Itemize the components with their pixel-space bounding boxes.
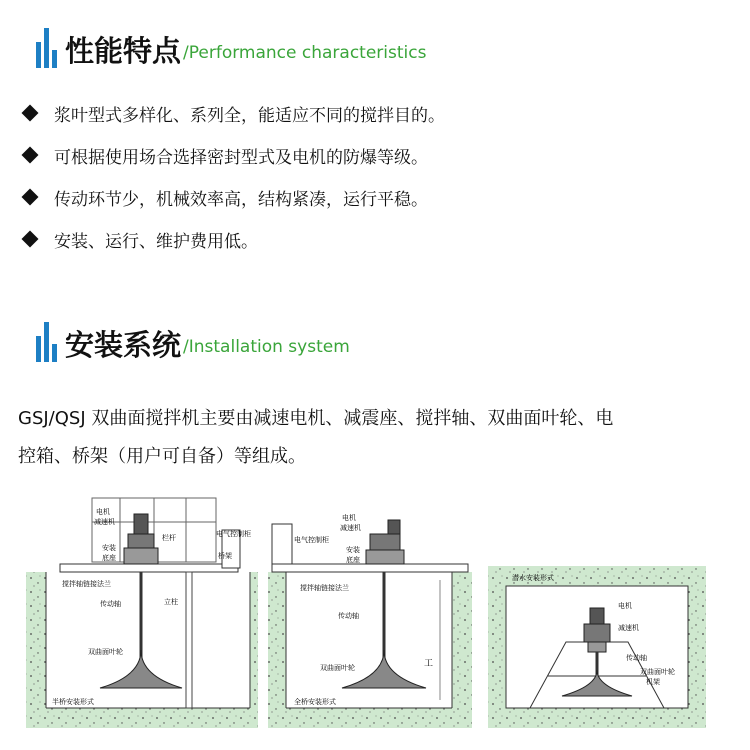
section-title-en: /Installation system [183,337,350,357]
motor-assembly [366,520,404,564]
diamond-bullet-icon [22,189,39,206]
section-bars-icon [36,28,57,68]
label-base2: 底座 [346,556,360,564]
label-reducer: 减速机 [94,518,115,526]
feature-list [20,92,445,260]
feature-text: 安装、运行、维护费用低。 [54,231,258,252]
diagram-half-bridge [26,498,258,728]
label-reducer: 减速机 [340,524,361,532]
section-bars-icon [36,322,57,362]
feature-text: 浆叶型式多样化、系列全，能适应不同的搅拌目的。 [54,105,445,126]
section-header-installation [36,322,350,362]
caption-full-bridge: 全桥安装形式 [294,698,336,706]
label-shaft: 传动轴 [338,612,359,620]
motor-assembly [584,608,610,652]
label-column: 立柱 [164,598,178,606]
feature-item [20,92,445,134]
label-shaft: 传动轴 [626,654,647,662]
label-impeller: 双曲面叶轮 [320,664,355,672]
feature-item [20,134,445,176]
label-base2: 底座 [102,554,116,562]
label-flange: 搅拌轴链接法兰 [300,584,349,592]
label-reducer: 减速机 [618,624,639,632]
label-bridge: 桥架 [218,552,232,560]
diagram-submerged [488,566,706,728]
label-depth-mark: 工 [424,659,434,669]
section-title-cn: 安装系统 [65,328,182,362]
section-header-performance [36,28,426,68]
diamond-bullet-icon [22,105,39,122]
intro-paragraph [18,400,740,476]
label-motor: 电机 [96,508,110,516]
label-impeller: 双曲面叶轮 [640,668,675,676]
section-title-en: /Performance characteristics [183,43,427,63]
label-motor: 电机 [342,514,356,522]
label-cabinet: 电气控制柜 [294,536,329,544]
section-title-cn: 性能特点 [65,34,182,68]
diamond-bullet-icon [22,231,39,248]
label-base1: 安装 [102,544,116,552]
label-cabinet: 电气控制柜 [216,530,251,538]
feature-item [20,218,445,260]
bridge-deck [272,564,468,572]
caption-submerged: 潜水安装形式 [512,574,554,582]
label-base1: 安装 [346,546,360,554]
label-flange: 搅拌轴链接法兰 [62,580,111,588]
control-cabinet [272,524,292,564]
label-railing: 栏杆 [162,534,176,542]
label-shaft: 传动轴 [100,600,121,608]
bridge-deck [60,564,238,572]
impeller [562,670,632,696]
caption-half-bridge: 半桥安装形式 [52,698,94,706]
intro-line-2: 控箱、桥架（用户可自备）等组成。 [18,446,306,467]
label-frame: 机架 [646,678,660,686]
intro-line-1: GSJ/QSJ 双曲面搅拌机主要由减速电机、减震座、搅拌轴、双曲面叶轮、电 [18,408,614,429]
label-impeller: 双曲面叶轮 [88,648,123,656]
label-motor: 电机 [618,602,632,610]
column [186,572,192,708]
feature-text: 传动环节少，机械效率高，结构紧凑，运行平稳。 [54,189,428,210]
diagram-full-bridge [268,513,472,728]
installation-diagrams [0,490,750,750]
feature-text: 可根据使用场合选择密封型式及电机的防爆等级。 [54,147,428,168]
feature-item [20,176,445,218]
diamond-bullet-icon [22,147,39,164]
